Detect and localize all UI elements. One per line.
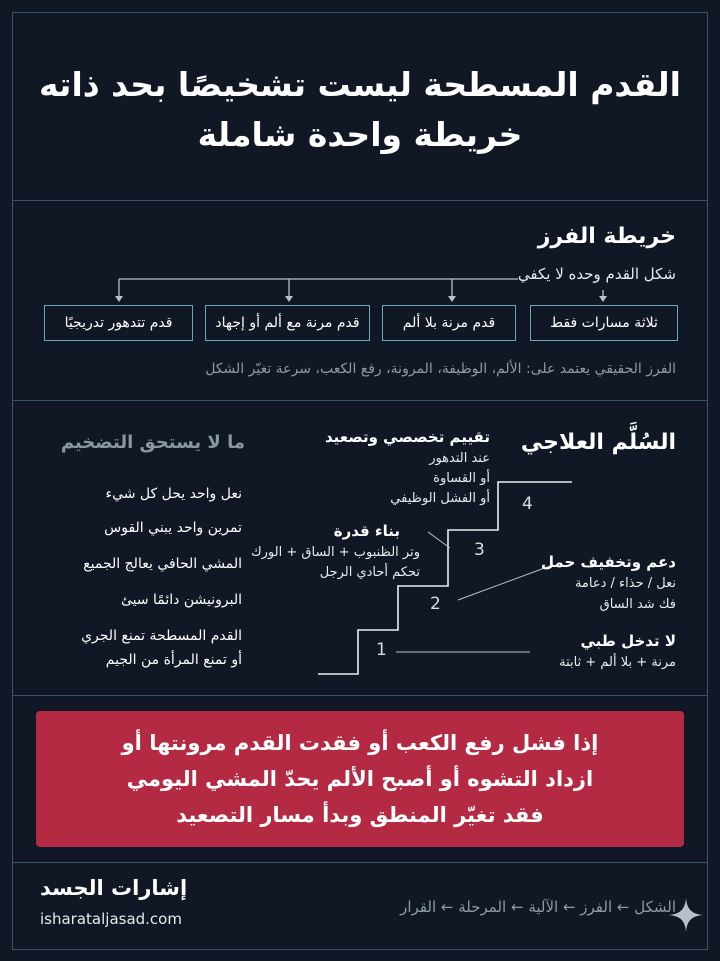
step-4-number: 4 [522,494,533,514]
step-2-line: فك شد الساق [599,597,676,612]
avoid-item: أو تمنع المرأة من الجيم [105,652,242,668]
banner-line: إذا فشل رفع الكعب أو فقدت القدم مرونتها أو [121,731,599,755]
triage-box-three-paths: ثلاثة مسارات فقط [530,305,678,341]
avoid-item: القدم المسطحة تمنع الجري [81,628,242,644]
sparkle-icon [667,896,705,934]
step-1-title: لا تدخل طبي [580,632,676,650]
logic-chain: الشكل ← الفرز ← الآلية ← المرحلة ← القرار [400,898,676,916]
avoid-heading: ما لا يستحق التضخيم [60,432,245,453]
step-4-line: عند التدهور [429,451,490,466]
step-3-title: بناء قدرة [333,522,400,540]
brand-name: إشارات الجسد [40,876,188,900]
brand-url[interactable]: isharataljasad.com [40,910,182,928]
step-2-title: دعم وتخفيف حمل [541,553,676,571]
triage-box-flexible-painless: قدم مرنة بلا ألم [382,305,516,341]
step-2-number: 2 [430,594,441,614]
step-3-line: وتر الظنبوب + الساق + الورك [250,545,420,560]
step-2-line: نعل / حذاء / دعامة [574,576,676,591]
divider [12,695,708,696]
step-1-number: 1 [376,640,387,660]
banner-line: فقد تغيّر المنطق وبدأ مسار التصعيد [176,803,544,827]
triage-subtitle: شكل القدم وحده لا يكفي [517,265,676,283]
avoid-item: نعل واحد يحل كل شيء [105,486,242,502]
ladder-heading: السُلَّم العلاجي [520,430,676,455]
avoid-item: البرونيشن دائمًا سيئ [120,592,242,608]
title-line-2: خريطة واحدة شاملة [197,115,523,154]
triage-heading: خريطة الفرز [537,224,676,249]
step-3-line: تحكم أحادي الرجل [319,565,420,580]
triage-note: الفرز الحقيقي يعتمد على: الألم، الوظيفة، المرونة، رفع الكعب، سرعة تغيّر الشكل [205,361,676,377]
warning-banner [36,711,684,847]
banner-line: ازداد التشوه أو أصبح الألم يحدّ المشي اليومي [126,767,594,791]
divider [12,862,708,863]
avoid-item: المشي الحافي يعالج الجميع [83,556,242,572]
step-4-title: تقييم تخصصي وتصعيد [324,428,490,446]
step-2-connector [458,566,550,600]
title-line-1: القدم المسطحة ليست تشخيصًا بحد ذاته [39,65,681,104]
avoid-item: تمرين واحد يبني القوس [104,520,242,536]
step-1-line: مرنة + بلا ألم + ثابتة [559,655,676,670]
triage-box-flexible-painful: قدم مرنة مع ألم أو إجهاد [205,305,370,341]
triage-box-progressive: قدم تتدهور تدريجيًا [44,305,193,341]
step-3-number: 3 [474,540,485,560]
step-3-connector [428,532,450,548]
step-4-line: أو الفشل الوظيفي [390,491,490,506]
step-4-line: أو القساوة [433,471,490,486]
